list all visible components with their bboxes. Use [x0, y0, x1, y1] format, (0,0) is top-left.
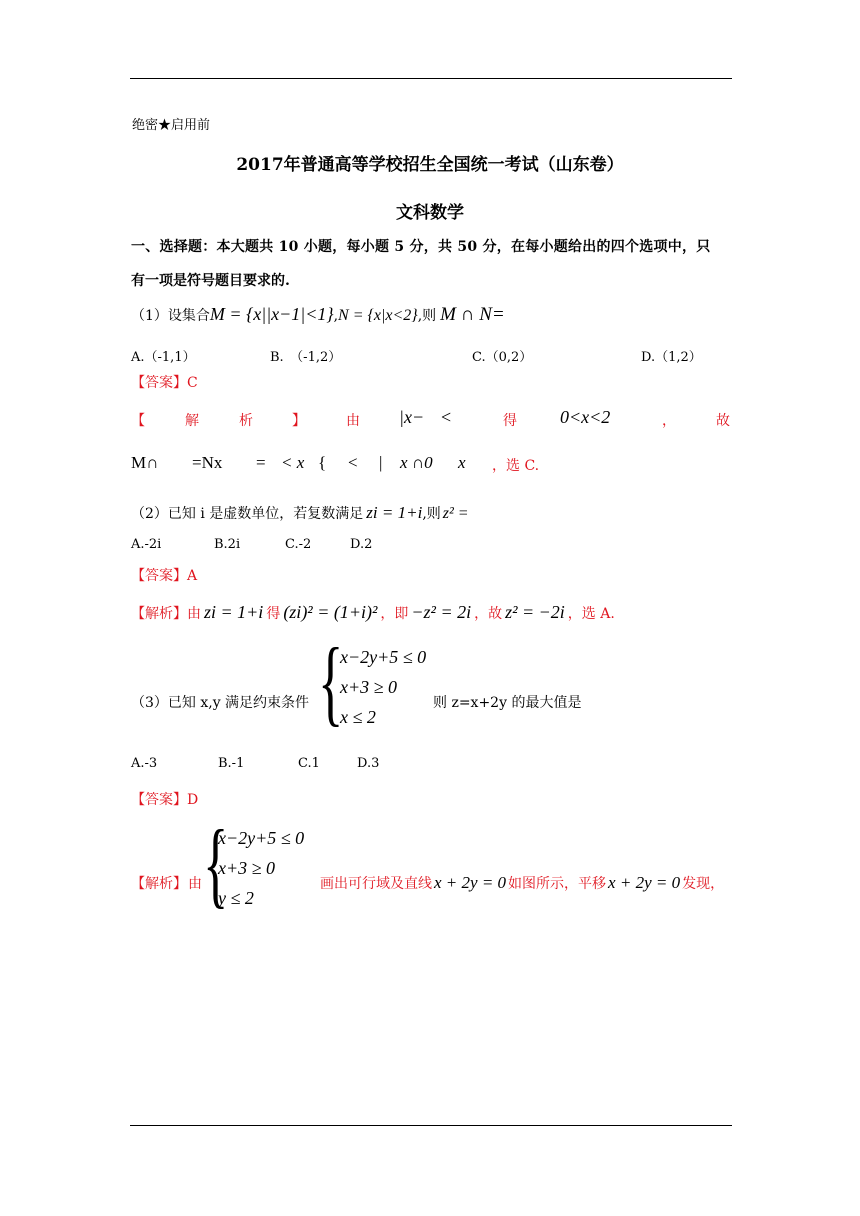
q2-analysis-m4: z² = −2i [505, 602, 565, 622]
q2-option-c: C.-2 [285, 537, 312, 552]
q3-option-d: D.3 [357, 756, 380, 771]
q1-sep: , [333, 308, 339, 324]
q1-analysis-get: 得 [503, 413, 517, 429]
q1-analysis-m-cap: M∩ [131, 453, 159, 472]
footer-rule [130, 1125, 732, 1126]
question-2 [131, 503, 469, 523]
q1-expression: M ∩ N= [440, 304, 505, 325]
q2-analysis-m2: (zi)² = (1+i)² [283, 602, 378, 622]
q3-option-c: C.1 [298, 756, 320, 771]
q2-option-d: D.2 [350, 537, 373, 552]
section-heading-line1: 一、选择题：本大题共 10 小题，每小题 5 分，共 50 分，在每小题给出的四个选项中，只 [131, 239, 711, 255]
exam-title: 2017年普通高等学校招生全国统一考试（山东卷） [236, 155, 624, 175]
section-heading-line2: 有一项是符号题目要求的. [131, 273, 290, 289]
q3-suffix: 则 z=x+2y 的最大值是 [433, 695, 582, 711]
q3-analysis-tag: 【解析】 [131, 876, 187, 892]
q1-analysis-range: 0<x<2 [560, 407, 611, 427]
q1-option-b: B. （-1,2） [270, 350, 342, 365]
q2-analysis [131, 602, 615, 623]
q1-analysis-therefore: 故 [716, 413, 730, 429]
q2-analysis-m1: zi = 1+i [204, 602, 264, 622]
q2-prefix: （2）已知 i 是虚数单位，若复数满足 [131, 506, 364, 522]
q2-analysis-t4: ，故 [474, 606, 503, 622]
q2-analysis-t1: 由 [187, 606, 201, 622]
q2-analysis-t3: ，即 [380, 606, 409, 622]
q3-analysis-t1: 由 [188, 876, 202, 892]
q2-option-a: A.-2i [131, 537, 162, 552]
q2-analysis-t5: ，选 A. [567, 606, 615, 622]
q1-analysis-eq-nx: =Nx [192, 453, 223, 472]
q1-analysis-lt-x: < x [281, 453, 305, 472]
q3-analysis-left-brace: { [203, 810, 229, 917]
q1-analysis-x-cap: x ∩0 [400, 453, 433, 472]
q1-then: ,则 [417, 308, 437, 324]
q3-analysis-t3: 如图所示，平移 [508, 876, 607, 892]
q2-analysis-t2: 得 [266, 606, 281, 622]
q1-option-a: A.（-1,1） [131, 350, 196, 365]
q2-answer: 【答案】A [131, 568, 198, 584]
q3-prefix: （3）已知 x,y 满足约束条件 [131, 695, 310, 711]
q3-answer: 【答案】D [131, 792, 199, 808]
q3-analysis-constraint-2: x+3 ≥ 0 [218, 858, 276, 878]
q1-analysis-comma: ， [662, 413, 676, 429]
q2-analysis-m3: −z² = 2i [411, 602, 472, 622]
question-1 [131, 304, 505, 326]
q1-analysis-lt-2: < [348, 453, 358, 472]
q2-expression: z² = [442, 505, 469, 522]
q3-constraint-2: x+3 ≥ 0 [340, 677, 398, 697]
q1-set-m: M = {x||x−1|<1} [209, 304, 334, 324]
q1-analysis-brace: { [318, 453, 327, 472]
q1-prefix: （1）设集合 [131, 308, 210, 324]
q2-analysis-tag: 【解析】 [131, 606, 187, 622]
q1-option-c: C.（0,2） [472, 350, 533, 365]
q2-then: ,则 [422, 506, 441, 522]
q1-analysis-by: 由 [346, 413, 360, 429]
q3-option-b: B.-1 [218, 756, 245, 771]
q3-left-brace: { [318, 628, 344, 735]
q2-condition: zi = 1+i [366, 503, 423, 522]
q3-option-a: A.-3 [131, 756, 158, 771]
q3-analysis-rest [320, 873, 724, 893]
q3-analysis-constraint-1: x−2y+5 ≤ 0 [218, 828, 305, 848]
q3-analysis-constraint-3: y ≤ 2 [218, 888, 254, 908]
q2-option-b: B.2i [214, 537, 241, 552]
confidential-mark: 绝密★启用前 [132, 118, 211, 133]
q1-analysis-char-2: 析 [239, 413, 253, 429]
q1-analysis-lt: < [441, 407, 452, 427]
q1-option-d: D.（1,2） [641, 350, 702, 365]
q1-analysis-eq: = [256, 453, 266, 472]
q1-analysis-bar: | [379, 453, 383, 472]
q3-constraint-1: x−2y+5 ≤ 0 [340, 647, 427, 667]
q1-analysis-abs: |x− [399, 407, 425, 427]
q1-analysis-bracket-close: 】 [292, 413, 306, 429]
q3-analysis-line-1: x + 2y = 0 [434, 873, 507, 892]
q3-analysis-t2: 画出可行域及直线 [320, 876, 432, 892]
q3-analysis-t4: 发现， [682, 876, 725, 892]
q1-analysis-char-1: 解 [185, 413, 199, 429]
header-rule [130, 78, 732, 79]
q1-analysis-bracket-open: 【 [131, 413, 145, 429]
q1-set-n: N = {x|x<2} [338, 307, 418, 324]
q3-analysis-line-2: x + 2y = 0 [608, 873, 681, 892]
q1-answer: 【答案】C [131, 375, 198, 391]
exam-subtitle: 文科数学 [396, 203, 464, 223]
q1-analysis-choose: ，选 C. [492, 458, 540, 474]
q1-analysis-x: x [458, 453, 466, 472]
q3-constraint-3: x ≤ 2 [340, 707, 376, 727]
